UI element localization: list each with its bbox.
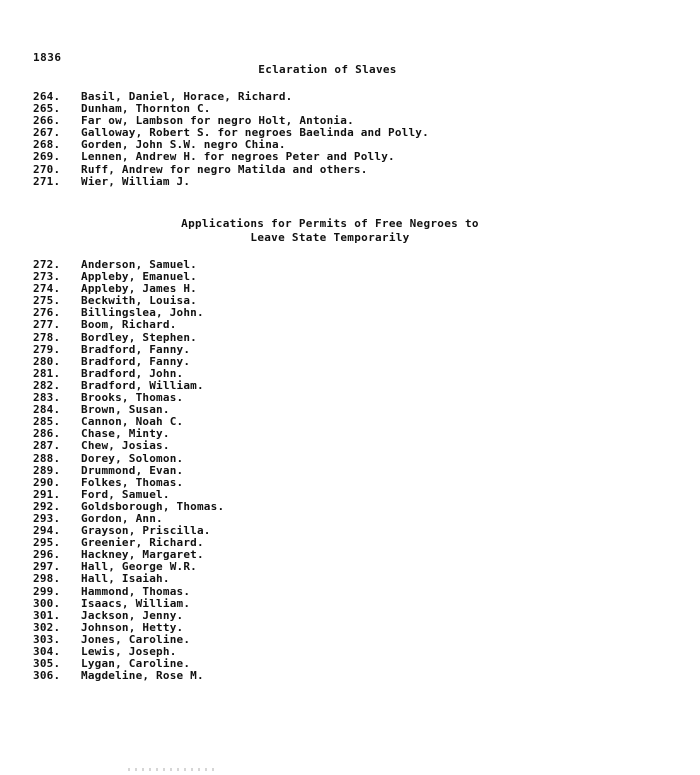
entry-number: 305. (33, 657, 61, 671)
entry-number: 281. (33, 366, 61, 380)
entry-text: Isaacs, William. (81, 596, 191, 610)
entry-text: Appleby, Emanuel. (81, 270, 197, 284)
entry-text: Dunham, Thornton C. (81, 102, 211, 116)
entry-text: Bradford, William. (81, 378, 204, 392)
entry-text: Appleby, James H. (81, 282, 197, 296)
entry-text: Ruff, Andrew for negro Matilda and others. (81, 162, 368, 176)
section-heading-permits (0, 217, 660, 245)
page-number: 1836 (33, 51, 62, 64)
entry-number: 300. (33, 596, 61, 610)
entry-number: 298. (33, 572, 61, 586)
entry-text: Johnson, Hetty. (81, 620, 184, 634)
entry-text: Brooks, Thomas. (81, 391, 184, 405)
entry-text: Bordley, Stephen. (81, 330, 197, 344)
entry-number: 278. (33, 330, 61, 344)
entry-text: Jackson, Jenny. (81, 608, 184, 622)
entry-text: Folkes, Thomas. (81, 475, 184, 489)
entry-number: 293. (33, 511, 61, 525)
entry-text: Bradford, Fanny. (81, 342, 191, 356)
entry-text: Gordon, Ann. (81, 511, 163, 525)
entry-text: Jones, Caroline. (81, 632, 191, 646)
entry-number: 304. (33, 645, 61, 658)
entry-text: Hall, George W.R. (81, 560, 197, 574)
entry-text: Chase, Minty. (81, 427, 170, 441)
entry-number: 266. (33, 114, 61, 128)
entry-number: 271. (33, 174, 61, 188)
declaration-list (33, 91, 429, 188)
entry-text: Galloway, Robert S. for negroes Baelinda and Polly. (81, 126, 429, 140)
entry-text: Hammond, Thomas. (81, 584, 191, 598)
entry-text: Grayson, Priscilla. (81, 524, 211, 538)
entry-number: 269. (33, 150, 61, 164)
entry-number: 268. (33, 138, 61, 152)
entry-number: 283. (33, 391, 61, 405)
permits-list (33, 259, 224, 682)
entry-number: 291. (33, 487, 61, 501)
entry-number: 275. (33, 294, 61, 308)
entry-text: Billingslea, John. (81, 306, 204, 320)
entry-number: 267. (33, 126, 61, 140)
entry-text: Magdeline, Rose M. (81, 669, 204, 683)
entry-text: Lewis, Joseph. (81, 645, 177, 658)
entry-number: 264. (33, 90, 61, 103)
entry-number: 295. (33, 536, 61, 550)
entry-text: Brown, Susan. (81, 403, 170, 417)
list-item (33, 176, 429, 188)
entry-text: Ford, Samuel. (81, 487, 170, 501)
entry-number: 289. (33, 463, 61, 477)
entry-text: Hackney, Margaret. (81, 548, 204, 562)
entry-text: Lennen, Andrew H. for negroes Peter and Polly. (81, 150, 395, 164)
entry-number: 265. (33, 102, 61, 116)
entry-number: 280. (33, 354, 61, 368)
entry-text: Bradford, Fanny. (81, 354, 191, 368)
entry-text: Basil, Daniel, Horace, Richard. (81, 90, 293, 103)
entry-number: 284. (33, 403, 61, 417)
scan-artifact (128, 768, 218, 771)
entry-number: 282. (33, 378, 61, 392)
entry-number: 285. (33, 415, 61, 429)
entry-number: 290. (33, 475, 61, 489)
entry-text: Anderson, Samuel. (81, 258, 197, 271)
entry-number: 301. (33, 608, 61, 622)
entry-text: Boom, Richard. (81, 318, 177, 332)
entry-text: Beckwith, Louisa. (81, 294, 197, 308)
entry-text: Goldsborough, Thomas. (81, 499, 225, 513)
section-heading-line-2: Leave State Temporarily (250, 231, 410, 244)
entry-number: 273. (33, 270, 61, 284)
entry-text: Lygan, Caroline. (81, 657, 191, 671)
entry-text: Bradford, John. (81, 366, 184, 380)
entry-number: 299. (33, 584, 61, 598)
entry-text: Greenier, Richard. (81, 536, 204, 550)
entry-number: 294. (33, 524, 61, 538)
entry-number: 288. (33, 451, 61, 465)
entry-text: Drummond, Evan. (81, 463, 184, 477)
entry-number: 292. (33, 499, 61, 513)
entry-number: 303. (33, 632, 61, 646)
entry-text: Gorden, John S.W. negro China. (81, 138, 286, 152)
section-heading-declaration: Eclaration of Slaves (258, 63, 397, 76)
entry-text: Cannon, Noah C. (81, 415, 184, 429)
entry-number: 270. (33, 162, 61, 176)
entry-number: 274. (33, 282, 61, 296)
entry-number: 302. (33, 620, 61, 634)
entry-number: 296. (33, 548, 61, 562)
entry-number: 276. (33, 306, 61, 320)
entry-text: Far ow, Lambson for negro Holt, Antonia. (81, 114, 354, 128)
entry-text: Wier, William J. (81, 174, 191, 188)
entry-number: 286. (33, 427, 61, 441)
entry-number: 277. (33, 318, 61, 332)
list-item (33, 670, 224, 682)
entry-text: Hall, Isaiah. (81, 572, 170, 586)
entry-number: 287. (33, 439, 61, 453)
section-heading-line-1: Applications for Permits of Free Negroes to (181, 217, 479, 230)
entry-text: Dorey, Solomon. (81, 451, 184, 465)
entry-number: 297. (33, 560, 61, 574)
entry-number: 279. (33, 342, 61, 356)
entry-text: Chew, Josias. (81, 439, 170, 453)
entry-number: 272. (33, 258, 61, 271)
entry-number: 306. (33, 669, 61, 683)
